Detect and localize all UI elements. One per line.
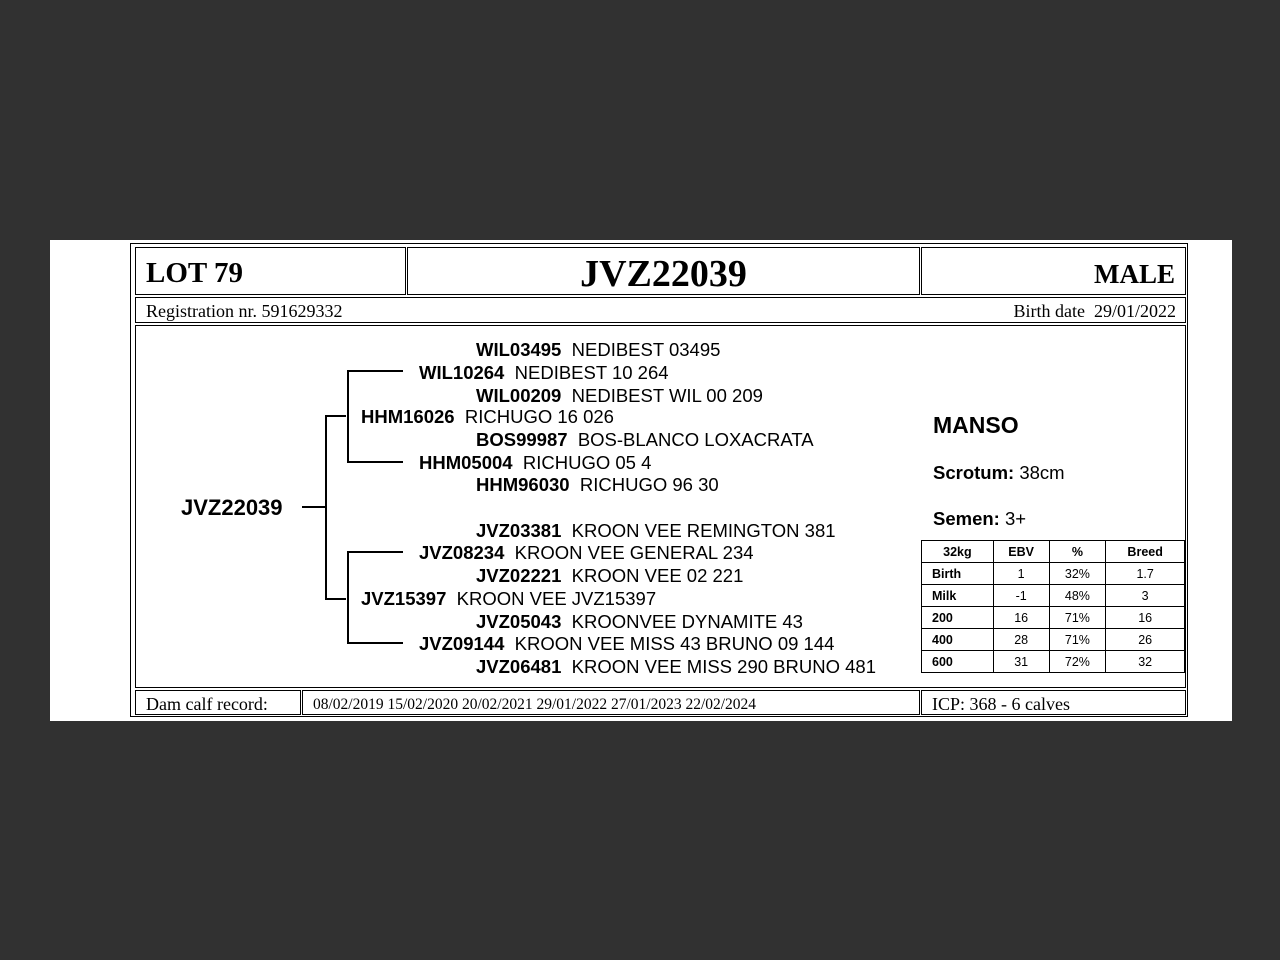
semen-value: 3+ bbox=[1004, 508, 1027, 529]
pedigree-dam-dam bbox=[419, 633, 834, 655]
sex-box bbox=[921, 247, 1186, 295]
ancestor-name: KROON VEE 02 221 bbox=[571, 565, 744, 586]
ancestor-name: RICHUGO 05 4 bbox=[522, 452, 652, 473]
pedigree-dam-dam-sire bbox=[476, 611, 803, 633]
connector-main bbox=[302, 506, 326, 508]
ebv-cell: 48% bbox=[1049, 585, 1106, 607]
ebv-cell: 1 bbox=[993, 563, 1049, 585]
ancestor-id: HHM05004 bbox=[419, 452, 513, 473]
ancestor-id: JVZ02221 bbox=[476, 565, 562, 586]
ebv-row-label: 600 bbox=[922, 651, 994, 673]
ancestor-name: NEDIBEST 10 264 bbox=[514, 362, 669, 383]
icp-value: ICP: 368 - 6 calves bbox=[932, 694, 1070, 714]
ebv-cell: 32% bbox=[1049, 563, 1106, 585]
ancestor-name: BOS-BLANCO LOXACRATA bbox=[577, 429, 814, 450]
pedigree-sire-dam-sire bbox=[476, 429, 814, 451]
ebv-row-label: Milk bbox=[922, 585, 994, 607]
pedigree-sire-dam bbox=[419, 452, 651, 474]
ebv-header: EBV bbox=[993, 541, 1049, 563]
ancestor-id: WIL00209 bbox=[476, 385, 562, 406]
trait-name: MANSO bbox=[933, 412, 1019, 438]
pedigree-sire-dam-dam bbox=[476, 474, 719, 496]
birth-date-label: Birth date bbox=[1013, 301, 1085, 321]
lot-card-page bbox=[50, 240, 1232, 721]
connector-sire-vertical bbox=[347, 370, 349, 462]
ebv-cell: 16 bbox=[1106, 607, 1185, 629]
semen-label: Semen: bbox=[933, 508, 1000, 529]
ebv-cell: 71% bbox=[1049, 607, 1106, 629]
ebv-cell: 72% bbox=[1049, 651, 1106, 673]
ancestor-id: HHM16026 bbox=[361, 406, 455, 427]
ebv-cell: 16 bbox=[993, 607, 1049, 629]
ebv-cell: -1 bbox=[993, 585, 1049, 607]
dam-calf-record-label: Dam calf record: bbox=[146, 694, 268, 714]
ebv-cell: 71% bbox=[1049, 629, 1106, 651]
connector-dam-sire bbox=[347, 551, 403, 553]
ebv-header: 32kg bbox=[922, 541, 994, 563]
semen-field bbox=[933, 508, 1026, 530]
ebv-row-label: 400 bbox=[922, 629, 994, 651]
scrotum-field bbox=[933, 462, 1065, 484]
ebv-row bbox=[922, 563, 1185, 585]
pedigree-animal-id: JVZ22039 bbox=[181, 495, 283, 520]
ancestor-name: RICHUGO 96 30 bbox=[579, 474, 719, 495]
ancestor-id: JVZ09144 bbox=[419, 633, 505, 654]
ancestor-name: KROON VEE MISS 290 BRUNO 481 bbox=[571, 656, 876, 677]
sex-label: MALE bbox=[1094, 259, 1175, 289]
birth-date-field bbox=[1014, 301, 1177, 322]
pedigree-sire-sire-dam bbox=[476, 385, 763, 407]
ebv-row-label: 200 bbox=[922, 607, 994, 629]
ancestor-name: RICHUGO 16 026 bbox=[464, 406, 614, 427]
ebv-cell: 1.7 bbox=[1106, 563, 1185, 585]
ebv-cell: 3 bbox=[1106, 585, 1185, 607]
dam-calf-record-box bbox=[135, 690, 301, 715]
ancestor-id: WIL10264 bbox=[419, 362, 505, 383]
animal-id: JVZ22039 bbox=[580, 253, 747, 295]
pedigree-dam-sire-sire bbox=[476, 520, 836, 542]
lot-box bbox=[135, 247, 406, 295]
pedigree-sire-sire-sire bbox=[476, 339, 720, 361]
ebv-cell: 31 bbox=[993, 651, 1049, 673]
ebv-header: % bbox=[1049, 541, 1106, 563]
ebv-row bbox=[922, 629, 1185, 651]
ancestor-id: JVZ05043 bbox=[476, 611, 562, 632]
ancestor-name: KROON VEE REMINGTON 381 bbox=[571, 520, 836, 541]
ancestor-name: KROON VEE MISS 43 BRUNO 09 144 bbox=[514, 633, 835, 654]
pedigree-dam-sire bbox=[419, 542, 754, 564]
pedigree-dam-sire-dam bbox=[476, 565, 743, 587]
ancestor-name: KROON VEE GENERAL 234 bbox=[514, 542, 754, 563]
ancestor-id: HHM96030 bbox=[476, 474, 570, 495]
ancestor-name: NEDIBEST 03495 bbox=[571, 339, 721, 360]
connector-dam bbox=[325, 598, 346, 600]
ebv-row bbox=[922, 607, 1185, 629]
ancestor-id: JVZ03381 bbox=[476, 520, 562, 541]
connector-sire-sire bbox=[347, 370, 403, 372]
ebv-cell: 26 bbox=[1106, 629, 1185, 651]
ancestor-id: JVZ06481 bbox=[476, 656, 562, 677]
ancestor-name: KROON VEE JVZ15397 bbox=[456, 588, 657, 609]
ancestor-id: WIL03495 bbox=[476, 339, 562, 360]
icp-box bbox=[921, 690, 1186, 715]
ancestor-name: KROONVEE DYNAMITE 43 bbox=[571, 611, 803, 632]
pedigree-sire bbox=[361, 406, 614, 428]
ebv-header-row bbox=[922, 541, 1185, 563]
pedigree-panel bbox=[135, 325, 1186, 688]
ebv-table bbox=[921, 540, 1185, 673]
scrotum-label: Scrotum: bbox=[933, 462, 1015, 483]
scrotum-value: 38cm bbox=[1019, 462, 1065, 483]
pedigree-dam bbox=[361, 588, 656, 610]
lot-number: LOT 79 bbox=[146, 257, 243, 289]
calf-dates-box bbox=[302, 690, 920, 715]
connector-sire bbox=[325, 415, 346, 417]
connector-root-vertical bbox=[325, 415, 327, 599]
ebv-row-label: Birth bbox=[922, 563, 994, 585]
ebv-header: Breed bbox=[1106, 541, 1185, 563]
animal-id-box bbox=[407, 247, 920, 295]
ebv-cell: 28 bbox=[993, 629, 1049, 651]
ancestor-id: BOS99987 bbox=[476, 429, 568, 450]
registration-number: Registration nr. 591629332 bbox=[146, 301, 343, 321]
ancestor-id: JVZ08234 bbox=[419, 542, 505, 563]
connector-dam-dam bbox=[347, 642, 403, 644]
lot-card bbox=[130, 243, 1188, 717]
birth-date-value: 29/01/2022 bbox=[1093, 301, 1176, 321]
connector-dam-vertical bbox=[347, 551, 349, 643]
ebv-row bbox=[922, 585, 1185, 607]
pedigree-dam-dam-dam bbox=[476, 656, 876, 678]
connector-sire-dam bbox=[347, 461, 403, 463]
ebv-cell: 32 bbox=[1106, 651, 1185, 673]
ancestor-name: NEDIBEST WIL 00 209 bbox=[571, 385, 763, 406]
ancestor-id: JVZ15397 bbox=[361, 588, 447, 609]
pedigree-sire-sire bbox=[419, 362, 669, 384]
calf-dates: 08/02/2019 15/02/2020 20/02/2021 29/01/2022 27/01/2023 22/02/2024 bbox=[313, 696, 757, 713]
registration-row bbox=[135, 297, 1186, 323]
ebv-row bbox=[922, 651, 1185, 673]
